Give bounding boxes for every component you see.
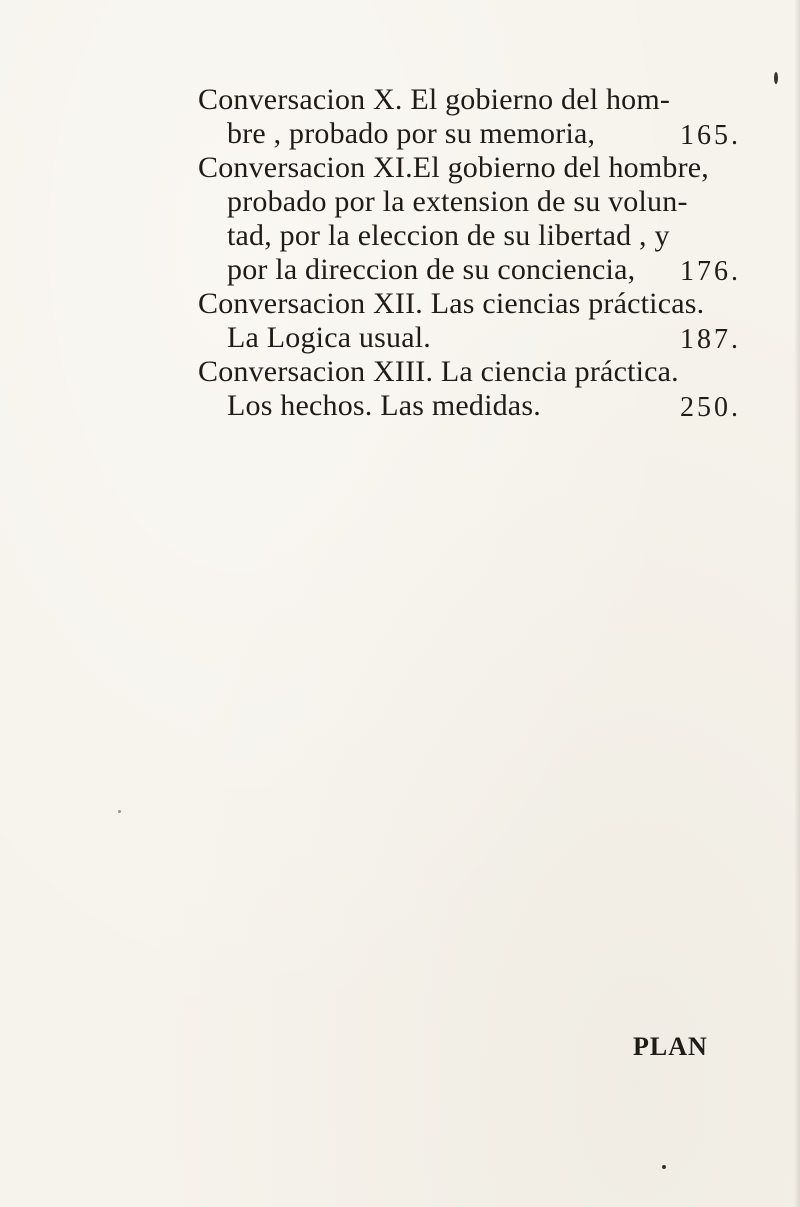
- toc-entry-line: bre , probado por su memoria,: [227, 117, 596, 150]
- toc-entry-line: Los hechos. Las medidas.: [227, 389, 541, 422]
- toc-page-number: 165.: [680, 120, 741, 151]
- toc-entry-line: probado por la extension de su volun-: [227, 185, 688, 218]
- ink-speck: [662, 1165, 666, 1169]
- toc-page-number: 187.: [680, 324, 741, 355]
- toc-page-number: 250.: [680, 392, 741, 423]
- toc-entry-line: Conversacion XII. Las ciencias prácticas.: [198, 287, 705, 320]
- page-edge-shadow: [794, 0, 800, 1207]
- toc-page-number: 176.: [680, 256, 741, 287]
- toc-entry-line: Conversacion X. El gobierno del hom-: [198, 83, 671, 116]
- catchword: PLAN: [633, 1032, 708, 1061]
- toc-entry-line: Conversacion XI.El gobierno del hombre,: [198, 151, 710, 184]
- ink-speck: [774, 72, 778, 84]
- toc-entry-line: por la direccion de su conciencia,: [227, 253, 636, 286]
- toc-entry-line: tad, por la eleccion de su libertad , y: [227, 219, 670, 252]
- toc-entry-line: La Logica usual.: [227, 321, 431, 354]
- toc-entry-line: Conversacion XIII. La ciencia práctica.: [198, 355, 679, 388]
- ink-speck: [118, 810, 121, 813]
